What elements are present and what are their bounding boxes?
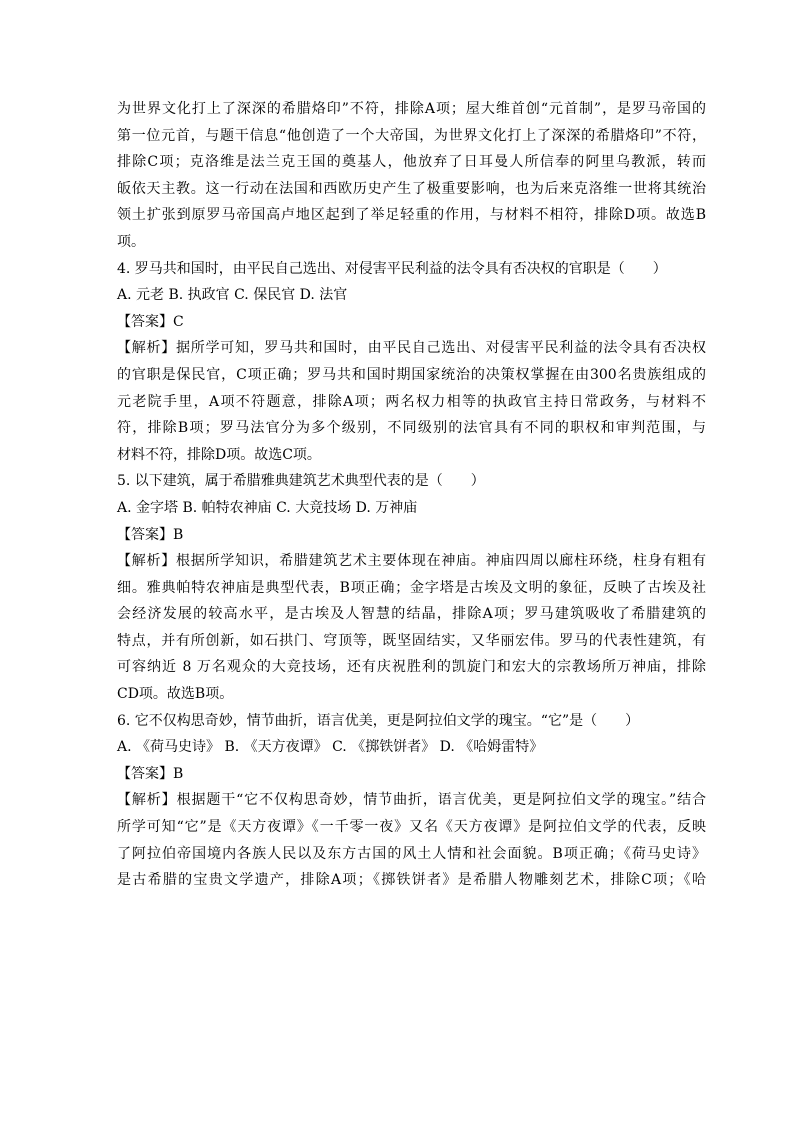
analysis-line: 特点，并有所创新，如石拱门、穹顶等，既坚固结实，又华丽宏伟。罗马的代表性建筑，有 [117,632,706,649]
analysis-line: 【解析】根据所学知识，希腊建筑艺术主要体现在神庙。神庙四周以廊柱环绕，柱身有粗有 [117,553,706,570]
question-stem: 6. 它不仅构思奇妙，情节曲折，语言优美，更是阿拉伯文学的瑰宝。“它”是（ ） [117,712,640,729]
analysis-line: 所学可知“它”是《天方夜谭》《一千零一夜》又名《天方夜谭》是阿拉伯文学的代表，反映 [117,819,706,836]
analysis-line: 细。雅典帕特农神庙是典型代表，B项正确；金字塔是古埃及文明的象征，反映了古埃及社 [117,579,706,596]
analysis-line: 元老院手里，A项不符题意，排除A项；两名权力相等的执政官主持日常政务，与材料不 [117,393,706,410]
question-stem: 5. 以下建筑，属于希腊雅典建筑艺术典型代表的是（ ） [117,473,485,490]
question-options: A. 元老 B. 执政官 C. 保民官 D. 法官 [117,287,348,304]
analysis-line: 符，排除B项；罗马法官分为多个级别，不同级别的法官具有不同的职权和审判范围，与 [117,420,706,437]
analysis-line: 的官职是保民官，C项正确；罗马共和国时期国家统治的决策权掌握在由300名贵族组成的 [117,366,706,383]
question-stem: 4. 罗马共和国时，由平民自己选出、对侵害平民利益的法令具有否决权的官职是（ ） [117,260,667,277]
answer-label: 【答案】B [117,526,184,543]
answer-label: 【答案】C [117,313,184,330]
analysis-line: 材料不符，排除D项。故选C项。 [117,446,321,463]
analysis-line: 了阿拉伯帝国境内各族人民以及东方古国的风土人情和社会面貌。B项正确；《荷马史诗》 [117,845,706,862]
text-line: 项。 [117,233,145,250]
text-line: 第一位元首，与题干信息“他创造了一个大帝国，为世界文化打上了深深的希腊烙印”不符， [117,127,706,144]
question-options: A. 金字塔 B. 帕特农神庙 C. 大竞技场 D. 万神庙 [117,499,418,516]
analysis-line: CD项。故选B项。 [117,686,234,703]
text-line: 排除C项；克洛维是法兰克王国的奠基人，他放弃了日耳曼人所信奉的阿里乌教派，转而 [117,154,706,171]
answer-label: 【答案】B [117,765,184,782]
analysis-line: 可容纳近 8 万名观众的大竞技场，还有庆祝胜利的凯旋门和宏大的宗教场所万神庙，排除 [117,659,706,676]
previous-analysis-continuation [117,96,706,256]
question-5 [117,468,706,707]
question-6 [117,708,706,894]
text-line: 领土扩张到原罗马帝国高卢地区起到了举足轻重的作用，与材料不相符，排除D项。故选B [117,207,706,224]
analysis-line: 会经济发展的较高水平，是古埃及人智慧的结晶，排除A项；罗马建筑吸收了希腊建筑的 [117,606,706,623]
question-options: A. 《荷马史诗》 B. 《天方夜谭》 C. 《掷铁饼者》 D. 《哈姆雷特》 [117,739,544,756]
text-line: 为世界文化打上了深深的希腊烙印”不符，排除A项；屋大维首创“元首制”，是罗马帝国的 [117,101,706,117]
analysis-line: 【解析】根据题干“它不仅构思奇妙，情节曲折，语言优美，更是阿拉伯文学的瑰宝。”结合 [117,792,706,809]
question-4 [117,256,706,469]
text-line: 皈依天主教。这一行动在法国和西欧历史产生了极重要影响，也为后来克洛维一世将其统治 [117,180,706,197]
analysis-line: 【解析】据所学可知，罗马共和国时，由平民自己选出、对侵害平民利益的法令具有否决权 [117,340,706,357]
analysis-line: 是古希腊的宝贵文学遗产，排除A项；《掷铁饼者》是希腊人物雕刻艺术，排除C项；《哈 [117,872,706,889]
